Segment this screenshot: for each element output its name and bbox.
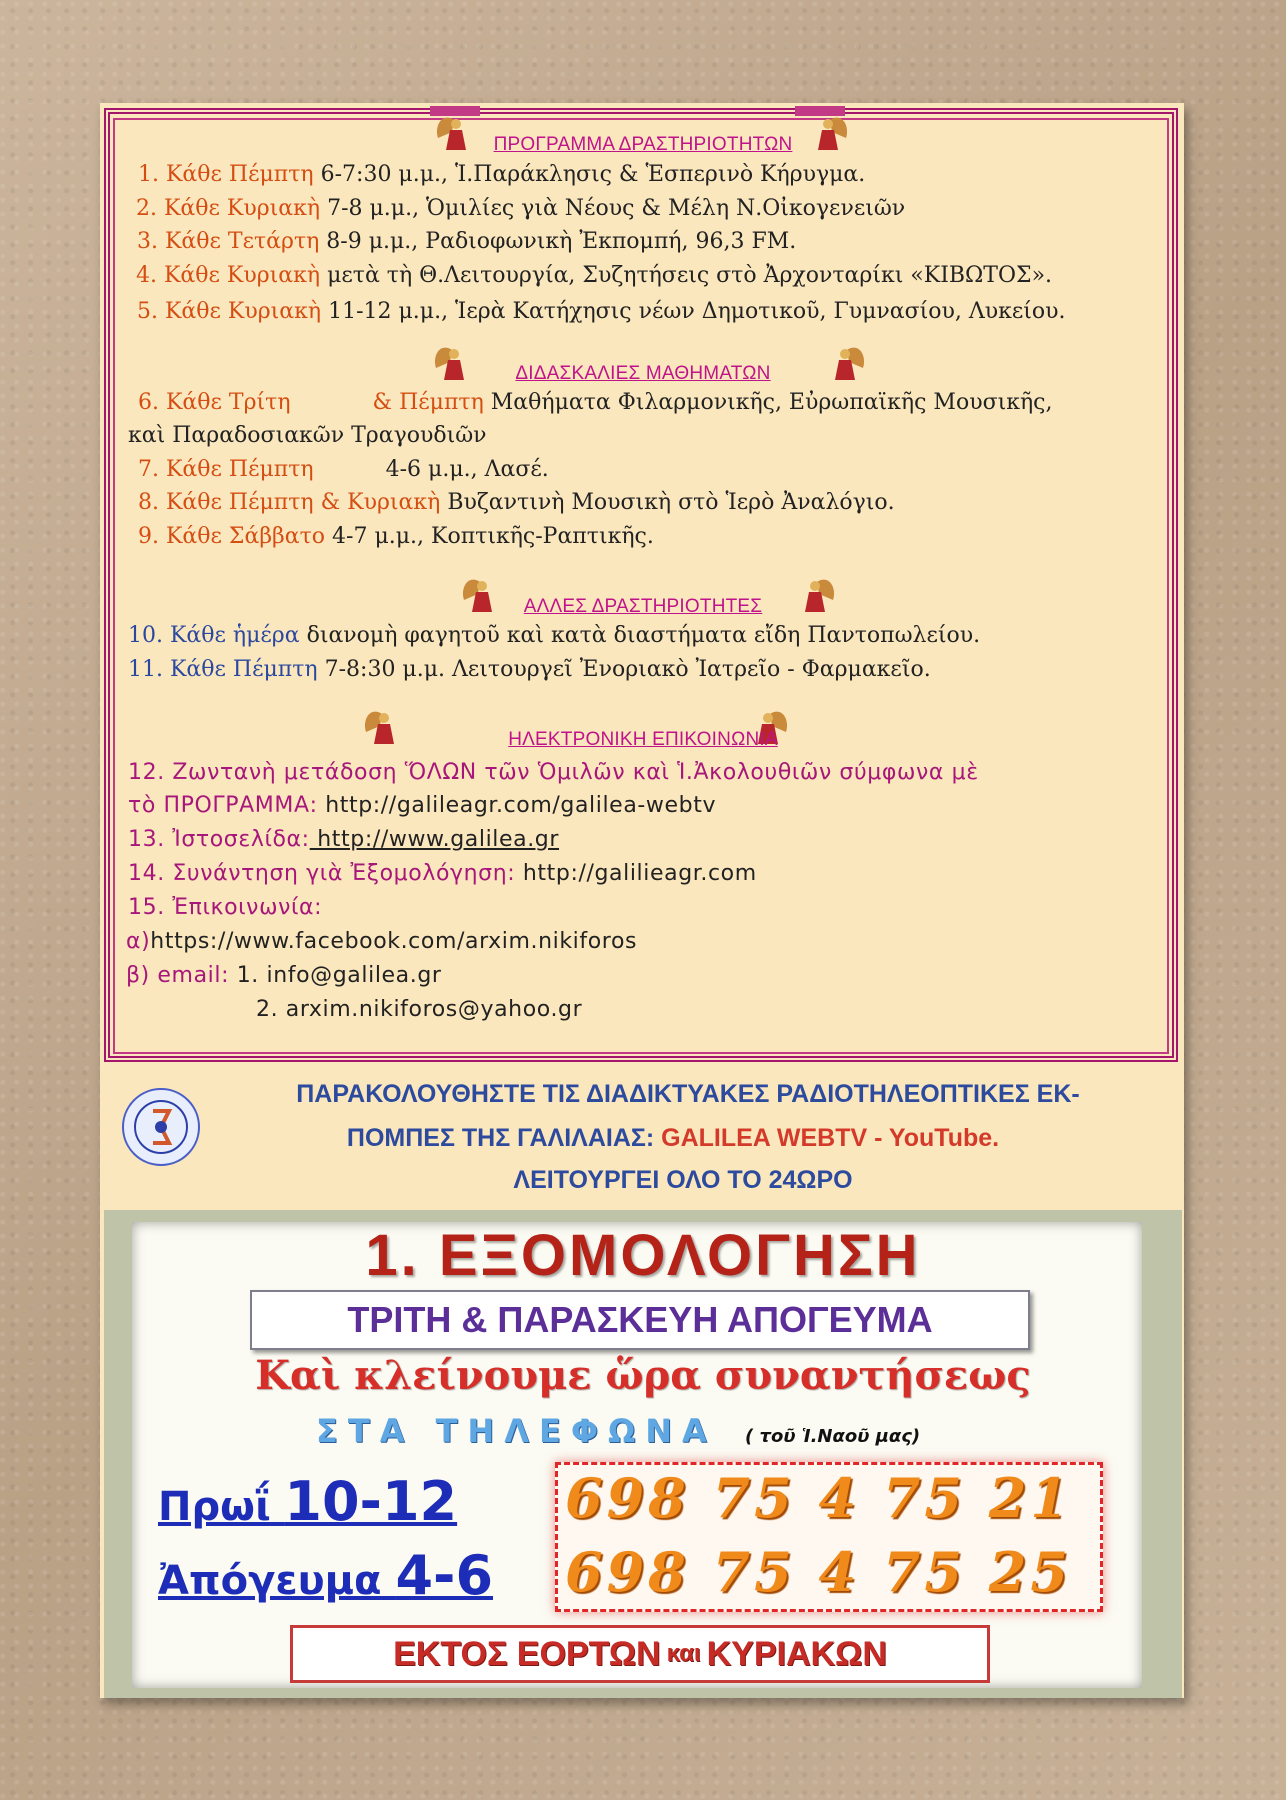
lesson-line-8: 8. Κάθε Πέμπτη & Κυριακὴ Βυζαντινὴ Μουσικὴ στὸ Ἱερὸ Ἀναλόγιο. (138, 490, 895, 515)
elec-line-15b: β) email: 1. info@galilea.gr (126, 963, 442, 988)
other-line-10: 10. Κάθε ἡμέρα διανομὴ φαγητοῦ καὶ κατὰ διαστήματα εἴδη Παντοπωλείου. (128, 623, 981, 648)
elec-line-13: 13. Ἰστοσελίδα: http://www.galilea.gr (128, 827, 560, 852)
lesson-line-6: 6. Κάθε Τρίτη & Πέμπτη Μαθήματα Φιλαρμονικῆς, Εὐρωπαϊκῆς Μουσικῆς, (138, 390, 1053, 415)
program-line-3: 3. Κάθε Τετάρτη 8-9 μ.μ., Ραδιοφωνικὴ Ἐκπομπή, 96,3 FM. (137, 229, 797, 254)
program-line-4: 4. Κάθε Κυριακὴ μετὰ τὴ Θ.Λειτουργία, Συζητήσεις στὸ Ἀρχονταρίκι «ΚΙΒΩΤΟΣ». (136, 263, 1053, 288)
lesson-line-9: 9. Κάθε Σάββατο 4-7 μ.μ., Κοπτικῆς-Ραπτικῆς. (138, 524, 654, 549)
confession-title: 1. ΕΞΟΜΟΛΟΓΗΣΗ (365, 1223, 921, 1288)
program-line-2: 2. Κάθε Κυριακὴ 7-8 μ.μ., Ὁμιλίες γιὰ Νέους & Μέλη Ν.Οἰκογενειῶν (136, 196, 906, 221)
email-link-2[interactable]: 2. arxim.nikiforos@yahoo.gr (256, 997, 583, 1022)
naos-note: ( τοῦ Ἱ.Ναοῦ μας) (745, 1426, 921, 1447)
appointment-line: Καὶ κλείνουμε ὥρα συναντήσεως (255, 1352, 1031, 1399)
elec-line-12: 12. Ζωντανὴ μετάδοση ὍΛΩΝ τῶν Ὁμιλῶν καὶ Ἱ.Ἀκολουθιῶν σύμφωνα μὲ (128, 760, 979, 785)
phone-number-1[interactable]: 698 75 4 75 21 (565, 1466, 1072, 1530)
email-link-1[interactable]: 1. info@galilea.gr (229, 963, 442, 988)
confession-days-ribbon: ΤΡΙΤΗ & ΠΑΡΑΣΚΕΥΗ ΑΠΟΓΕΥΜΑ (250, 1290, 1030, 1350)
heading-other: ΑΛΛΕΣ ΔΡΑΣΤΗΡΙΟΤΗΤΕΣ (523, 596, 763, 617)
program-line-1: 1. Κάθε Πέμπτη 6-7:30 μ.μ., Ἱ.Παράκλησις & Ἑσπερινὸ Κήρυγμα. (138, 162, 866, 187)
notice-line-3: ΛΕΙΤΟΥΡΓΕΙ ΟΛΟ ΤΟ 24ΩΡΟ (513, 1166, 853, 1194)
elec-line-14: 14. Συνάντηση γιὰ Ἐξομολόγηση: http://galilieagr.com (128, 861, 757, 886)
program-line-5: 5. Κάθε Κυριακὴ 11-12 μ.μ., Ἱερὰ Κατήχησις νέων Δημοτικοῦ, Γυμνασίου, Λυκείου. (137, 299, 1066, 324)
lesson-line-6-cont: καὶ Παραδοσιακῶν Τραγουδιῶν (128, 423, 487, 448)
webtv-link[interactable]: http://galileagr.com/galilea-webtv (317, 793, 717, 818)
notice-line-2: ΠΟΜΠΕΣ ΤΗΣ ΓΑΛΙΛΑΙΑΣ: GALILEA WEBTV - YouTube. (346, 1124, 1000, 1152)
confession-link[interactable]: http://galilieagr.com (515, 861, 757, 886)
elec-line-15a: α)https://www.facebook.com/arxim.nikiforos (126, 929, 638, 954)
afternoon-label: Ἀπόγευμα 4-6 (158, 1544, 494, 1607)
heading-program: ΠΡΟΓΡΑΜΜΑ ΔΡΑΣΤΗΡΙΟΤΗΤΩΝ (493, 134, 793, 155)
facebook-link[interactable]: https://www.facebook.com/arxim.nikiforos (150, 929, 638, 954)
heading-lessons: ΔΙΔΑΣΚΑΛΙΕΣ ΜΑΘΗΜΑΤΩΝ (515, 363, 771, 384)
elec-line-12-cont: τὸ ΠΡΟΓΡΑΜΜΑ: http://galileagr.com/galilea-webtv (128, 793, 717, 818)
except-holidays-box: ΕΚΤΟΣ ΕΟΡΤΩΝ και ΚΥΡΙΑΚΩΝ (290, 1625, 990, 1683)
phone-number-2[interactable]: 698 75 4 75 25 (565, 1540, 1072, 1604)
morning-label: Πρωΐ 10-12 (158, 1470, 458, 1533)
website-link[interactable]: http://www.galilea.gr (309, 827, 560, 852)
notice-line-1: ΠΑΡΑΚΟΛΟΥΘΗΣΤΕ ΤΙΣ ΔΙΑΔΙΚΤΥΑΚΕΣ ΡΑΔΙΟΤΗΛΕΟΠΤΙΚΕΣ ΕΚ- (296, 1080, 1080, 1108)
other-line-11: 11. Κάθε Πέμπτη 7-8:30 μ.μ. Λειτουργεῖ Ἐνοριακὸ Ἰατρεῖο - Φαρμακεῖο. (128, 657, 931, 682)
elec-line-15: 15. Ἐπικοινωνία: (128, 895, 323, 920)
lesson-line-7: 7. Κάθε Πέμπτη 4-6 μ.μ., Λασέ. (138, 457, 549, 482)
heading-electronic: ΗΛΕΚΤΡΟΝΙΚΗ ΕΠΙΚΟΙΝΩΝΙΑ (508, 729, 778, 750)
phones-label: ΣΤΑ ΤΗΛΕΦΩΝΑ (316, 1412, 717, 1450)
